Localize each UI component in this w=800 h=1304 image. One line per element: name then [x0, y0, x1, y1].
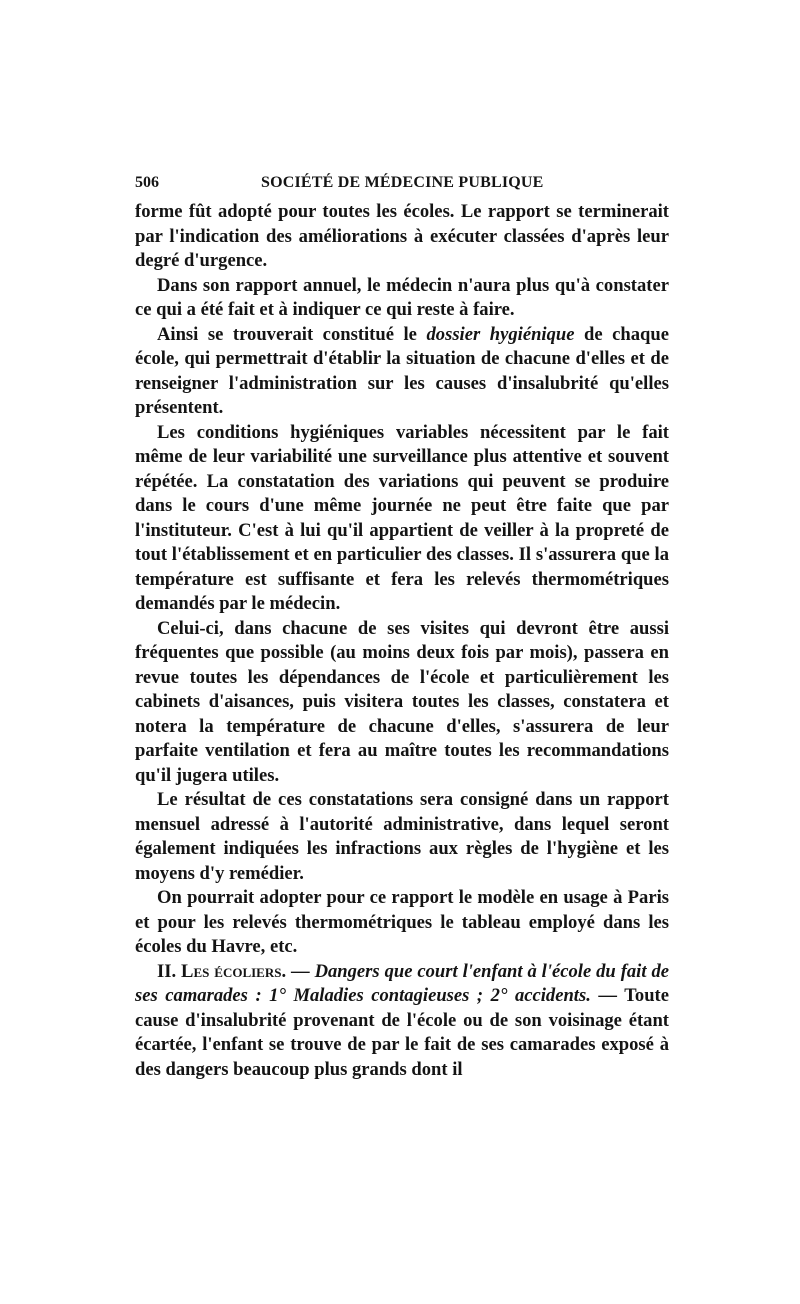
section-text: — Toute cause d'insalubrité provenant de l'école ou de son voisinage étant écartée, l'enfant se trouve de par le fait de ses camarades exposé à des dangers beaucoup plus grands dont il: [135, 985, 669, 1080]
section-numeral: II.: [157, 960, 182, 982]
section-dash: —: [286, 960, 315, 982]
book-page: [135, 170, 669, 1082]
running-head: SOCIÉTÉ DE MÉDECINE PUBLIQUE: [261, 174, 544, 191]
paragraph-annual-report: Dans son rapport annuel, le médecin n'aura plus qu'à constater ce qui a été fait et à indiquer ce qui reste à faire.: [135, 274, 669, 320]
paragraph-model-report: On pourrait adopter pour ce rapport le modèle en usage à Paris et pour les relevés thermométriques le tableau employé dans les écoles du Havre, etc.: [135, 887, 669, 957]
section-italic-heading: Dangers que court l'enfant à l'école du fait de ses camarades : 1° Maladies contagieuses ; 2° accidents.: [135, 960, 669, 1006]
page-number: 506: [135, 174, 159, 191]
page-header: [135, 170, 669, 200]
paragraph-continuation: forme fût adopté pour toutes les écoles. Le rapport se terminerait par l'indication des améliorations à exécuter classées d'après leur degré d'urgence.: [135, 201, 669, 271]
paragraph-text: Ainsi se trouverait constitué le: [157, 323, 427, 345]
section-title: Les écoliers.: [181, 960, 287, 982]
section-heading-paragraph: [135, 960, 669, 1083]
italic-term: dossier hygiénique: [426, 323, 575, 345]
paragraph-hygienic-conditions: Les conditions hygiéniques variables nécessitent par le fait même de leur variabilité une surveillance plus attentive et souvent répétée. La constatation des variations qui peuvent se produire dans le cours d'une même journée ne peut être faite que par l'instituteur. C'est à lui qu'il appartient de veiller à la propreté de tout l'établissement et en particulier des classes. Il s'assurera que la température est suffisante et fera les relevés thermométriques demandés par le médecin.: [135, 421, 669, 614]
paragraph-hygienic-dossier: [135, 323, 669, 421]
body-text: [135, 200, 669, 1082]
paragraph-text: de chaque école, qui permettrait d'établir la situation de chacune d'elles et de renseigner l'administration sur les causes d'insalubrité qu'elles présentent.: [135, 323, 669, 418]
paragraph-monthly-report: Le résultat de ces constatations sera consigné dans un rapport mensuel adressé à l'autorité administrative, dans lequel seront également indiquées les infractions aux règles de l'hygiène et les moyens d'y remédier.: [135, 789, 669, 884]
paragraph-doctor-visits: Celui-ci, dans chacune de ses visites qui devront être aussi fréquentes que possible (au moins deux fois par mois), passera en revue toutes les dépendances de l'école et particulièrement les cabinets d'aisances, puis visitera toutes les classes, constatera et notera la température de chacune d'elles, s'assurera de leur parfaite ventilation et fera au maître toutes les recommandations qu'il jugera utiles.: [135, 617, 669, 786]
